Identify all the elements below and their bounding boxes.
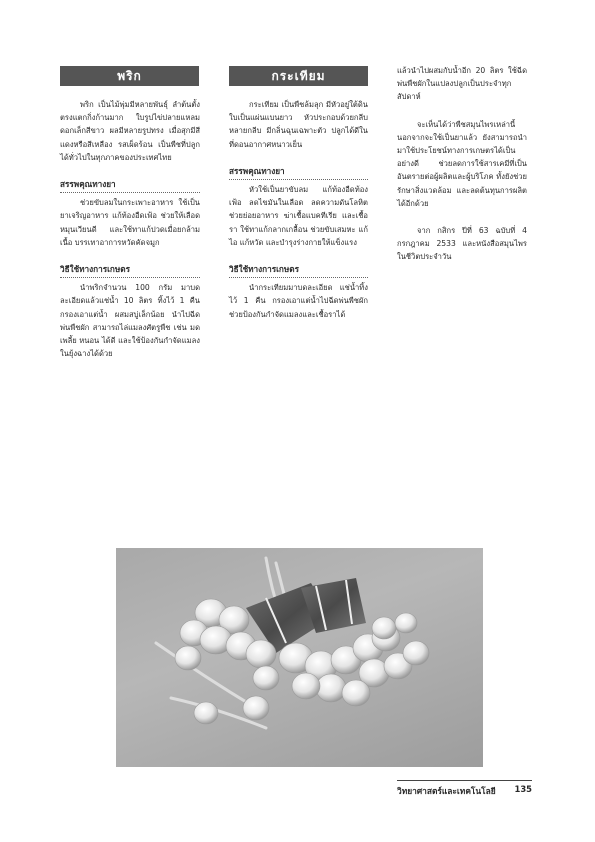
page-number: 135 — [514, 784, 532, 794]
garlic-section-banner: กระเทียม — [229, 66, 368, 86]
chili-medicinal-paragraph: ช่วยขับลมในกระเพาะอาหาร ใช้เป็นยาเจริญอาหาร แก้ท้องอืดเฟ้อ ช่วยให้เลือดหมุนเวียนดี และใช้ทาแก้ปวดเมื่อยกล้ามเนื้อ บรรเทาอาการหวัดคัดจมูก — [60, 198, 200, 247]
continuation-paragraph: แล้วนำไปผสมกับน้ำอีก 20 ลิตร ใช้ฉีดพ่นพืชผักในแปลงปลูกเป็นประจำทุกสัปดาห์ — [397, 66, 527, 102]
garlic-medicinal-paragraph: หัวใช้เป็นยาขับลม แก้ท้องอืดท้องเฟ้อ ลดไขมันในเลือด ลดความดันโลหิต ช่วยย่อยอาหาร ฆ่าเชื้อแบคทีเรีย และเชื้อรา ใช้ทาแก้กลากเกลื้อน ช่วยขับเสมหะ แก้ไอ แก้หวัด และบำรุงร่างกายให้แข็งแรง — [229, 185, 368, 247]
source-citation: จาก กสิกร ปีที่ 63 ฉบับที่ 4 กรกฎาคม 2533 และหนังสือสมุนไพรในชีวิตประจำวัน — [397, 226, 527, 262]
garlic-medicinal-heading: สรรพคุณทางยา — [229, 165, 368, 180]
chili-section-banner: พริก — [60, 66, 199, 86]
page-footer — [397, 780, 532, 798]
chili-intro-paragraph: พริก เป็นไม้พุ่มมีหลายพันธุ์ ลำต้นตั้งตรงแตกกิ่งก้านมาก ใบรูปไข่ปลายแหลม ดอกเล็กสีขาว ผลมีหลายรูปทรง เมื่อสุกมีสีแดงหรือสีเหลือง รสเผ็ดร้อน เป็นพืชที่ปลูกได้ทั่วไปในทุกภาคของประเทศไทย — [60, 100, 200, 162]
garlic-farming-heading: วิธีใช้ทางการเกษตร — [229, 263, 368, 278]
magazine-name: วิทยาศาสตร์และเทคโนโลยี — [397, 786, 496, 796]
garlic-intro-paragraph: กระเทียม เป็นพืชล้มลุก มีหัวอยู่ใต้ดิน ใบเป็นแผ่นแบนยาว หัวประกอบด้วยกลีบหลายกลีบ มีกลิ่นฉุนเฉพาะตัว ปลูกได้ดีในที่ดอนอากาศหนาวเย็น — [229, 100, 368, 149]
garlic-farming-paragraph: นำกระเทียมมาบดละเอียด แช่น้ำทิ้งไว้ 1 คืน กรองเอาแต่น้ำไปฉีดพ่นพืชผัก ช่วยป้องกันกำจัดแมลงและเชื้อราได้ — [229, 283, 368, 319]
garlic-bundle-illustration — [116, 548, 483, 767]
garlic-photo — [116, 548, 483, 767]
chili-medicinal-heading: สรรพคุณทางยา — [60, 178, 200, 193]
chili-column — [60, 98, 200, 374]
chili-farming-heading: วิธีใช้ทางการเกษตร — [60, 263, 200, 278]
conclusion-paragraph: จะเห็นได้ว่าพืชสมุนไพรเหล่านี้ นอกจากจะใช้เป็นยาแล้ว ยังสามารถนำมาใช้ประโยชน์ทางการเกษตรได้เป็นอย่างดี ช่วยลดการใช้สารเคมีที่เป็นอันตรายต่อผู้ผลิตและผู้บริโภค ทั้งยังช่วยรักษาสิ่งแวดล้อม และลดต้นทุนการผลิตได้อีกด้วย — [397, 119, 527, 208]
conclusion-column — [397, 64, 527, 278]
garlic-column — [229, 98, 368, 335]
chili-farming-paragraph: นำพริกจำนวน 100 กรัม มาบดละเอียดแล้วแช่น้ำ 10 ลิตร ทิ้งไว้ 1 คืน กรองเอาแต่น้ำ ผสมสบู่เล็กน้อย นำไปฉีดพ่นพืชผัก สามารถไล่แมลงศัตรูพืช เช่น มด เพลี้ย หนอน ได้ดี และใช้ป้องกันกำจัดแมลงในยุ้งฉางได้ด้วย — [60, 283, 200, 359]
